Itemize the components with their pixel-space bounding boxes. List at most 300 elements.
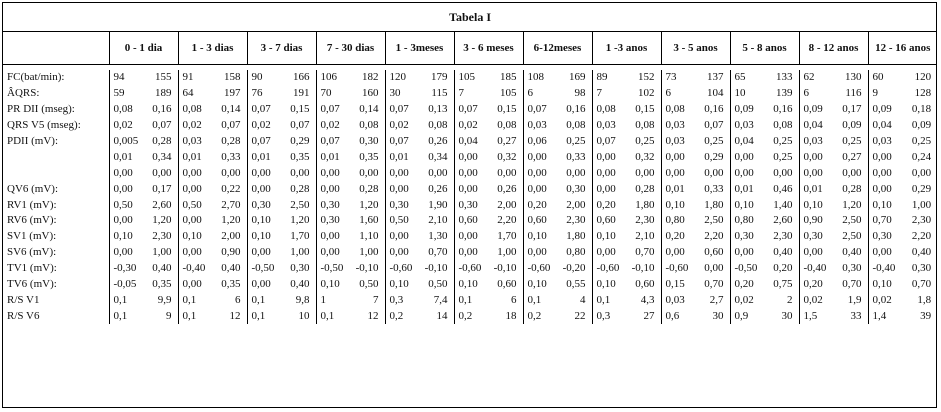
max-value-cell: 133 — [776, 71, 793, 84]
min-value-cell: 0,01 — [316, 149, 350, 165]
min-value-cell: 0,02 — [316, 118, 350, 134]
max-value-cell: 179 — [431, 71, 448, 84]
table-row — [3, 308, 937, 324]
min-value-cell: 0,50 — [385, 213, 419, 229]
min-value-cell: 0,70 — [868, 213, 902, 229]
max-value-cell: 1,00 — [497, 246, 517, 259]
max-value-cell: 0,25 — [566, 135, 586, 147]
max-value-cell: 0,35 — [152, 278, 172, 291]
min-value-cell: 0,30 — [868, 229, 902, 245]
min-value-cell: 0,09 — [730, 102, 764, 118]
min-value-cell: 0,10 — [109, 229, 143, 245]
max-value-cell: 166 — [293, 71, 310, 84]
min-value-cell: -0,05 — [109, 277, 143, 293]
max-value-cell: 0,00 — [704, 166, 724, 179]
min-value-cell: 0,01 — [385, 149, 419, 165]
max-value-cell: 0,35 — [221, 278, 241, 291]
max-value-cell: -0,10 — [424, 262, 448, 275]
max-value-cell: 0,08 — [497, 119, 517, 132]
min-value-cell: 0,00 — [868, 181, 902, 197]
column-header: 3 - 7 dias — [247, 32, 316, 65]
max-value-cell: 0,30 — [359, 135, 379, 147]
max-value-cell: 182 — [362, 71, 379, 84]
max-value-cell: 139 — [776, 87, 793, 100]
min-value-cell: 0,02 — [247, 118, 281, 134]
max-value-cell: 4 — [580, 293, 586, 306]
max-value-cell: 0,33 — [221, 150, 241, 163]
max-value-cell: 0,15 — [497, 103, 517, 116]
min-value-cell: 108 — [523, 70, 557, 86]
max-value-cell: 0,32 — [497, 150, 517, 163]
min-value-cell: 0,00 — [109, 165, 143, 181]
min-value-cell: 0,03 — [523, 118, 557, 134]
min-value-cell: -0,60 — [454, 261, 488, 277]
min-value-cell: 0,00 — [178, 165, 212, 181]
max-value-cell: 0,14 — [359, 103, 379, 116]
min-value-cell: 0,00 — [523, 165, 557, 181]
max-value-cell: 6 — [511, 293, 517, 306]
min-value-cell: 0,00 — [178, 213, 212, 229]
min-value-cell: 0,07 — [316, 102, 350, 118]
max-value-cell: 2,20 — [497, 214, 517, 227]
max-value-cell: 1,20 — [842, 198, 862, 211]
min-value-cell: 0,01 — [178, 149, 212, 165]
max-value-cell: 1,00 — [911, 198, 932, 211]
column-header: 6-12meses — [523, 32, 592, 65]
min-value-cell: 1,4 — [868, 308, 902, 324]
max-value-cell: 0,09 — [842, 119, 862, 132]
max-value-cell: 0,40 — [290, 278, 310, 291]
max-value-cell: 12 — [367, 309, 379, 322]
max-value-cell: 115 — [431, 87, 448, 100]
min-value-cell: 0,00 — [178, 245, 212, 261]
max-value-cell: 2,30 — [566, 214, 586, 227]
row-label: RV6 (mV): — [7, 214, 57, 227]
min-value-cell: 0,09 — [799, 102, 833, 118]
max-value-cell: 1,70 — [290, 230, 310, 243]
min-value-cell: 0,90 — [799, 213, 833, 229]
min-value-cell: 0,01 — [247, 149, 281, 165]
row-label: PDII (mV): — [7, 135, 59, 147]
max-value-cell: 0,00 — [773, 166, 793, 179]
table-row — [3, 261, 937, 277]
min-value-cell: 0,30 — [247, 197, 281, 213]
min-value-cell: 0,00 — [316, 245, 350, 261]
min-value-cell: 0,00 — [178, 181, 212, 197]
min-value-cell: 6 — [523, 86, 557, 102]
min-value-cell: 0,80 — [661, 213, 695, 229]
min-value-cell: 0,10 — [247, 229, 281, 245]
max-value-cell: 160 — [362, 87, 379, 100]
min-value-cell: 1,5 — [799, 308, 833, 324]
min-value-cell: 0,02 — [109, 118, 143, 134]
min-value-cell: 0,00 — [385, 229, 419, 245]
min-value-cell: 0,04 — [868, 118, 902, 134]
max-value-cell: 128 — [914, 87, 932, 100]
max-value-cell: 2,50 — [842, 230, 862, 243]
min-value-cell: 0,07 — [316, 134, 350, 150]
max-value-cell: 189 — [155, 87, 172, 100]
min-value-cell: 0,2 — [385, 308, 419, 324]
max-value-cell: 9,9 — [157, 293, 172, 306]
max-value-cell: 2,20 — [911, 230, 932, 243]
max-value-cell: 0,00 — [152, 166, 172, 179]
min-value-cell: -0,40 — [799, 261, 833, 277]
min-value-cell: 59 — [109, 86, 143, 102]
max-value-cell: 0,26 — [497, 182, 517, 195]
max-value-cell: 4,3 — [640, 293, 655, 306]
max-value-cell: 0,55 — [566, 278, 586, 291]
max-value-cell: 0,00 — [497, 166, 517, 179]
min-value-cell: 0,02 — [178, 118, 212, 134]
min-value-cell: 90 — [247, 70, 281, 86]
min-value-cell: 0,00 — [247, 277, 281, 293]
min-value-cell: 0,00 — [730, 165, 764, 181]
max-value-cell: 0,07 — [290, 119, 310, 132]
min-value-cell: 0,1 — [178, 292, 212, 308]
min-value-cell: 0,30 — [454, 197, 488, 213]
min-value-cell: 0,08 — [661, 102, 695, 118]
min-value-cell: 60 — [868, 70, 902, 86]
max-value-cell: 0,28 — [842, 182, 862, 195]
min-value-cell: 0,50 — [178, 197, 212, 213]
row-label: ÂQRS: — [7, 87, 40, 100]
min-value-cell: 0,01 — [661, 181, 695, 197]
max-value-cell: 22 — [574, 309, 586, 322]
min-value-cell: 64 — [178, 86, 212, 102]
min-value-cell: -0,60 — [661, 261, 695, 277]
min-value-cell: 0,00 — [730, 245, 764, 261]
min-value-cell: -0,60 — [592, 261, 626, 277]
max-value-cell: 0,34 — [428, 150, 448, 163]
max-value-cell: 0,08 — [635, 119, 655, 132]
min-value-cell: 6 — [799, 86, 833, 102]
max-value-cell: 0,75 — [773, 278, 793, 291]
min-value-cell: 0,00 — [661, 245, 695, 261]
min-value-cell: 0,07 — [592, 134, 626, 150]
max-value-cell: 0,70 — [842, 278, 862, 291]
table-row — [3, 197, 937, 213]
max-value-cell: 14 — [436, 309, 448, 322]
max-value-cell: 0,07 — [152, 119, 172, 132]
max-value-cell: 2,70 — [221, 198, 241, 211]
max-value-cell: 0,70 — [704, 278, 724, 291]
max-value-cell: 0,28 — [359, 182, 379, 195]
max-value-cell: 1,8 — [917, 293, 932, 306]
min-value-cell: 6 — [661, 86, 695, 102]
max-value-cell: 2,00 — [221, 230, 241, 243]
min-value-cell: 0,07 — [247, 102, 281, 118]
min-value-cell: 1 — [316, 292, 350, 308]
min-value-cell: 0,03 — [661, 134, 695, 150]
max-value-cell: 2,50 — [290, 198, 310, 211]
column-header: 8 - 12 anos — [799, 32, 868, 65]
table-row — [3, 165, 937, 181]
table-row — [3, 86, 937, 102]
max-value-cell: 116 — [845, 87, 862, 100]
row-label-header — [3, 32, 109, 65]
min-value-cell: 0,00 — [592, 149, 626, 165]
min-value-cell: 0,09 — [868, 102, 902, 118]
min-value-cell: 0,1 — [247, 292, 281, 308]
max-value-cell: 2,50 — [842, 214, 862, 227]
min-value-cell: 0,07 — [385, 134, 419, 150]
min-value-cell: 0,60 — [523, 213, 557, 229]
min-value-cell: 0,2 — [523, 308, 557, 324]
min-value-cell: -0,60 — [385, 261, 419, 277]
max-value-cell: 0,13 — [428, 103, 448, 116]
min-value-cell: 0,1 — [109, 308, 143, 324]
row-label: QV6 (mV): — [7, 182, 59, 195]
min-value-cell: -0,40 — [868, 261, 902, 277]
max-value-cell: 0,90 — [221, 246, 241, 259]
max-value-cell: 30 — [781, 309, 793, 322]
max-value-cell: 0,24 — [911, 150, 932, 163]
min-value-cell: 76 — [247, 86, 281, 102]
min-value-cell: 0,02 — [799, 292, 833, 308]
min-value-cell: 0,00 — [523, 149, 557, 165]
ecg-reference-table — [3, 3, 937, 324]
min-value-cell: 89 — [592, 70, 626, 86]
min-value-cell: 0,10 — [523, 277, 557, 293]
table-row — [3, 149, 937, 165]
max-value-cell: 9,8 — [295, 293, 310, 306]
max-value-cell: 0,25 — [773, 150, 793, 163]
max-value-cell: 98 — [574, 87, 586, 100]
max-value-cell: 0,08 — [566, 119, 586, 132]
max-value-cell: 0,60 — [497, 278, 517, 291]
min-value-cell: 0,00 — [316, 229, 350, 245]
min-value-cell: 0,60 — [454, 213, 488, 229]
max-value-cell: 152 — [638, 71, 655, 84]
max-value-cell: 0,00 — [290, 166, 310, 179]
min-value-cell: 0,6 — [661, 308, 695, 324]
min-value-cell: 0,005 — [109, 134, 143, 150]
min-value-cell: 91 — [178, 70, 212, 86]
max-value-cell: 0,08 — [428, 119, 448, 132]
max-value-cell: 2,60 — [773, 214, 793, 227]
max-value-cell: 1,90 — [428, 198, 448, 211]
min-value-cell: 0,10 — [316, 277, 350, 293]
row-label: FC(bat/min): — [7, 71, 65, 84]
min-value-cell: 0,00 — [109, 181, 143, 197]
min-value-cell: 0,2 — [454, 308, 488, 324]
max-value-cell: 7,4 — [433, 293, 448, 306]
min-value-cell: 0,00 — [661, 165, 695, 181]
max-value-cell: 33 — [850, 309, 862, 322]
min-value-cell: -0,30 — [109, 261, 143, 277]
max-value-cell: 2,50 — [704, 214, 724, 227]
min-value-cell: 0,04 — [730, 134, 764, 150]
max-value-cell: 18 — [505, 309, 517, 322]
min-value-cell: 0,10 — [730, 197, 764, 213]
min-value-cell: 0,03 — [868, 134, 902, 150]
min-value-cell: 0,00 — [454, 245, 488, 261]
max-value-cell: 0,14 — [221, 103, 241, 116]
table-row — [3, 70, 937, 86]
max-value-cell: 158 — [224, 71, 241, 84]
min-value-cell: 0,1 — [523, 292, 557, 308]
min-value-cell: 0,00 — [592, 181, 626, 197]
min-value-cell: 0,00 — [178, 277, 212, 293]
max-value-cell: 1,80 — [635, 198, 655, 211]
max-value-cell: 0,30 — [566, 182, 586, 195]
max-value-cell: 0,40 — [221, 262, 241, 275]
max-value-cell: 2,60 — [152, 198, 172, 211]
min-value-cell: 0,30 — [799, 229, 833, 245]
max-value-cell: 2,00 — [497, 198, 517, 211]
max-value-cell: 0,28 — [290, 182, 310, 195]
min-value-cell: 0,00 — [247, 245, 281, 261]
column-header: 1 - 3 dias — [178, 32, 247, 65]
max-value-cell: 1,70 — [497, 230, 517, 243]
max-value-cell: 30 — [712, 309, 724, 322]
max-value-cell: 0,33 — [704, 182, 724, 195]
min-value-cell: 0,00 — [868, 149, 902, 165]
min-value-cell: 0,03 — [178, 134, 212, 150]
min-value-cell: 0,00 — [661, 149, 695, 165]
min-value-cell: 0,00 — [799, 165, 833, 181]
table-row — [3, 292, 937, 308]
min-value-cell: 0,08 — [592, 102, 626, 118]
row-label: SV1 (mV): — [7, 230, 57, 243]
max-value-cell: 1,00 — [359, 246, 379, 259]
min-value-cell: 0,80 — [730, 213, 764, 229]
min-value-cell: -0,50 — [316, 261, 350, 277]
max-value-cell: 2,30 — [911, 214, 932, 227]
column-header: 3 - 6 meses — [454, 32, 523, 65]
column-header-row — [3, 32, 937, 65]
min-value-cell: 0,00 — [454, 165, 488, 181]
min-value-cell: 0,07 — [523, 102, 557, 118]
min-value-cell: 0,07 — [247, 134, 281, 150]
table-row — [3, 118, 937, 134]
max-value-cell: 0,00 — [428, 166, 448, 179]
max-value-cell: 0,16 — [704, 103, 724, 116]
max-value-cell: 1,00 — [152, 246, 172, 259]
min-value-cell: 0,1 — [316, 308, 350, 324]
max-value-cell: 2,7 — [709, 293, 724, 306]
min-value-cell: 65 — [730, 70, 764, 86]
max-value-cell: 0,27 — [842, 150, 862, 163]
min-value-cell: 0,10 — [454, 277, 488, 293]
min-value-cell: 30 — [385, 86, 419, 102]
max-value-cell: 0,34 — [152, 150, 172, 163]
min-value-cell: 0,10 — [868, 277, 902, 293]
max-value-cell: 0,60 — [704, 246, 724, 259]
min-value-cell: 0,00 — [799, 149, 833, 165]
min-value-cell: 0,00 — [454, 229, 488, 245]
min-value-cell: 0,07 — [454, 102, 488, 118]
min-value-cell: -0,40 — [178, 261, 212, 277]
max-value-cell: 12 — [229, 309, 241, 322]
max-value-cell: 1,80 — [566, 230, 586, 243]
max-value-cell: 0,07 — [221, 119, 241, 132]
row-label: QRS V5 (mseg): — [7, 119, 81, 132]
max-value-cell: 1,30 — [428, 230, 448, 243]
max-value-cell: 0,00 — [635, 166, 655, 179]
max-value-cell: 0,50 — [359, 278, 379, 291]
min-value-cell: 0,00 — [316, 181, 350, 197]
max-value-cell: -0,10 — [631, 262, 655, 275]
min-value-cell: 0,00 — [730, 149, 764, 165]
max-value-cell: 0,25 — [911, 135, 932, 147]
min-value-cell: 0,00 — [385, 245, 419, 261]
max-value-cell: 0,25 — [635, 135, 655, 147]
min-value-cell: 0,20 — [592, 197, 626, 213]
table-row — [3, 245, 937, 261]
max-value-cell: 0,40 — [911, 246, 932, 259]
table-row — [3, 213, 937, 229]
min-value-cell: 0,15 — [661, 277, 695, 293]
column-header: 7 - 30 dias — [316, 32, 385, 65]
min-value-cell: 0,1 — [247, 308, 281, 324]
max-value-cell: 0,32 — [635, 150, 655, 163]
min-value-cell: 0,07 — [385, 102, 419, 118]
max-value-cell: 0,09 — [911, 119, 932, 132]
min-value-cell: 0,03 — [799, 134, 833, 150]
min-value-cell: 0,30 — [730, 229, 764, 245]
max-value-cell: -0,10 — [493, 262, 517, 275]
max-value-cell: -0,20 — [562, 262, 586, 275]
max-value-cell: 0,25 — [704, 135, 724, 147]
min-value-cell: 0,1 — [109, 292, 143, 308]
max-value-cell: 0,00 — [359, 166, 379, 179]
min-value-cell: 0,20 — [799, 277, 833, 293]
min-value-cell: 0,50 — [109, 197, 143, 213]
row-label: RV1 (mV): — [7, 198, 57, 211]
max-value-cell: 137 — [707, 71, 724, 84]
min-value-cell: 0,3 — [592, 308, 626, 324]
row-label: TV6 (mV): — [7, 278, 57, 291]
max-value-cell: 0,08 — [359, 119, 379, 132]
max-value-cell: 0,26 — [428, 182, 448, 195]
min-value-cell: 0,00 — [868, 165, 902, 181]
max-value-cell: 9 — [166, 309, 172, 322]
table-row — [3, 102, 937, 118]
min-value-cell: 0,01 — [799, 181, 833, 197]
column-header: 5 - 8 anos — [730, 32, 799, 65]
min-value-cell: 62 — [799, 70, 833, 86]
max-value-cell: 0,40 — [152, 262, 172, 275]
max-value-cell: 2,30 — [635, 214, 655, 227]
max-value-cell: 130 — [845, 71, 862, 84]
min-value-cell: 0,1 — [592, 292, 626, 308]
column-header: 1 -3 anos — [592, 32, 661, 65]
min-value-cell: 0,08 — [109, 102, 143, 118]
table-row — [3, 181, 937, 197]
max-value-cell: 0,27 — [497, 135, 517, 147]
max-value-cell: 0,00 — [704, 262, 724, 275]
min-value-cell: 0,03 — [592, 118, 626, 134]
min-value-cell: 0,20 — [661, 229, 695, 245]
max-value-cell: 27 — [643, 309, 655, 322]
max-value-cell: 1,00 — [290, 246, 310, 259]
column-header: 1 - 3meses — [385, 32, 454, 65]
max-value-cell: 0,28 — [152, 135, 172, 147]
max-value-cell: 0,40 — [773, 246, 793, 259]
max-value-cell: 0,35 — [290, 150, 310, 163]
min-value-cell: 0,00 — [109, 213, 143, 229]
max-value-cell: 0,29 — [911, 182, 932, 195]
min-value-cell: 0,1 — [454, 292, 488, 308]
max-value-cell: 2,10 — [635, 230, 655, 243]
min-value-cell: 0,03 — [661, 118, 695, 134]
max-value-cell: 0,28 — [635, 182, 655, 195]
min-value-cell: 0,00 — [799, 245, 833, 261]
max-value-cell: 0,17 — [152, 182, 172, 195]
min-value-cell: 0,00 — [523, 181, 557, 197]
